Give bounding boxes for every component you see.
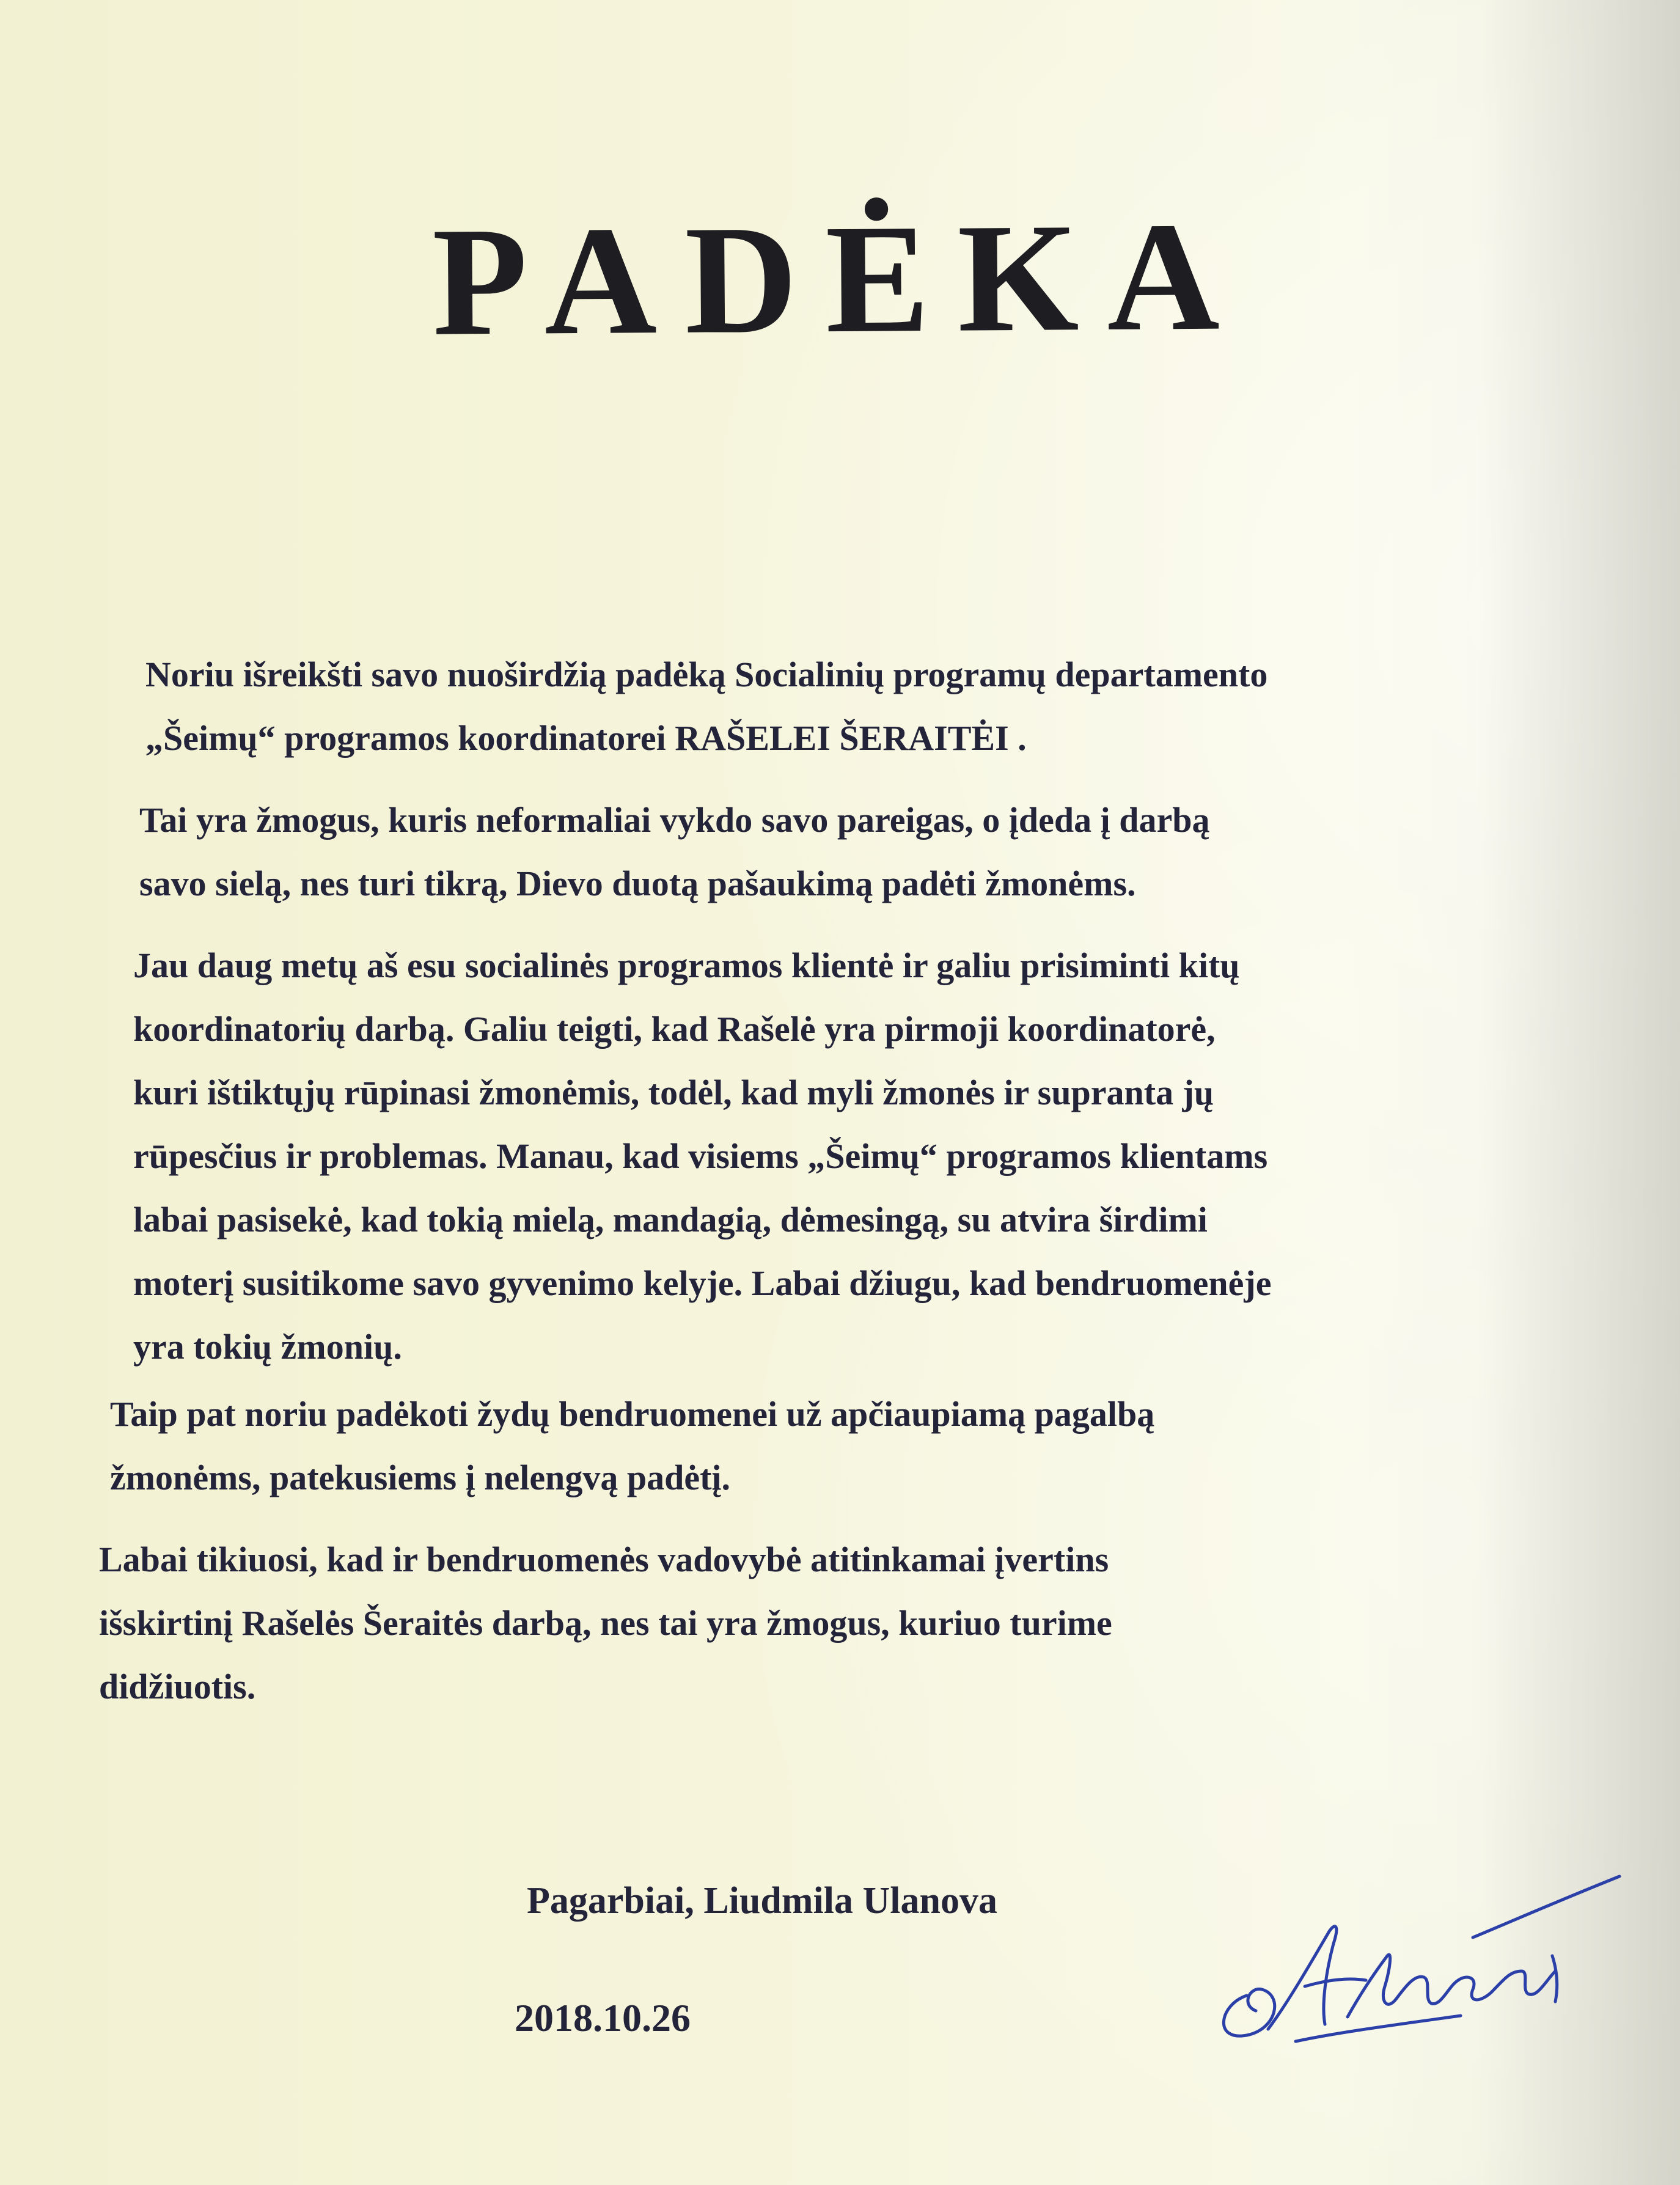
paragraph-line: Noriu išreikšti savo nuoširdžią padėką Socialinių programų departamento: [145, 655, 1268, 694]
paragraph-1: [145, 643, 1267, 770]
paragraph-line: didžiuotis.: [99, 1667, 256, 1706]
paragraph-line: Jau daug metų aš esu socialinės programos klientė ir galiu prisiminti kitų: [133, 946, 1240, 985]
paragraph-line: „Šeimų“ programos koordinatorei RAŠELEI ŠERAITĖI .: [145, 718, 1027, 758]
paragraph-line: išskirtinį Rašelės Šeraitės darbą, nes tai yra žmogus, kuriuo turime: [99, 1603, 1112, 1643]
handwritten-signature: [1204, 1864, 1632, 2060]
paragraph-line: labai pasisekė, kad tokią mielą, mandagią, dėmesingą, su atvira širdimi: [133, 1200, 1208, 1239]
paragraph-line: Labai tikiuosi, kad ir bendruomenės vadovybė atitinkamai įvertins: [99, 1540, 1109, 1579]
paragraph-line: rūpesčius ir problemas. Manau, kad visiems „Šeimų“ programos klientams: [133, 1136, 1268, 1176]
paragraph-line: koordinatorių darbą. Galiu teigti, kad Rašelė yra pirmoji koordinatorė,: [133, 1009, 1216, 1049]
paragraph-4: [110, 1383, 1154, 1510]
paragraph-3: [133, 934, 1272, 1379]
paragraph-line: moterį susitikome savo gyvenimo kelyje. Labai džiugu, kad bendruomenėje: [133, 1263, 1272, 1303]
paragraph-line: žmonėms, patekusiems į nelengvą padėtį.: [110, 1458, 730, 1497]
paragraph-line: yra tokių žmonių.: [133, 1327, 402, 1367]
closing-signoff: Pagarbiai, Liudmila Ulanova: [527, 1880, 997, 1922]
document-title: PADĖKA: [431, 190, 1249, 369]
document-date: 2018.10.26: [515, 1996, 691, 2040]
paragraph-line: savo sielą, nes turi tikrą, Dievo duotą pašaukimą padėti žmonėms.: [139, 864, 1136, 903]
paragraph-line: Taip pat noriu padėkoti žydų bendruomenei už apčiaupiamą pagalbą: [110, 1394, 1155, 1434]
paragraph-2: [139, 788, 1209, 916]
paragraph-line: Tai yra žmogus, kuris neformaliai vykdo savo pareigas, o įdeda į darbą: [139, 800, 1210, 840]
paragraph-5: [99, 1528, 1112, 1719]
paragraph-line: kuri ištiktųjų rūpinasi žmonėmis, todėl, kad myli žmonės ir supranta jų: [133, 1073, 1214, 1112]
